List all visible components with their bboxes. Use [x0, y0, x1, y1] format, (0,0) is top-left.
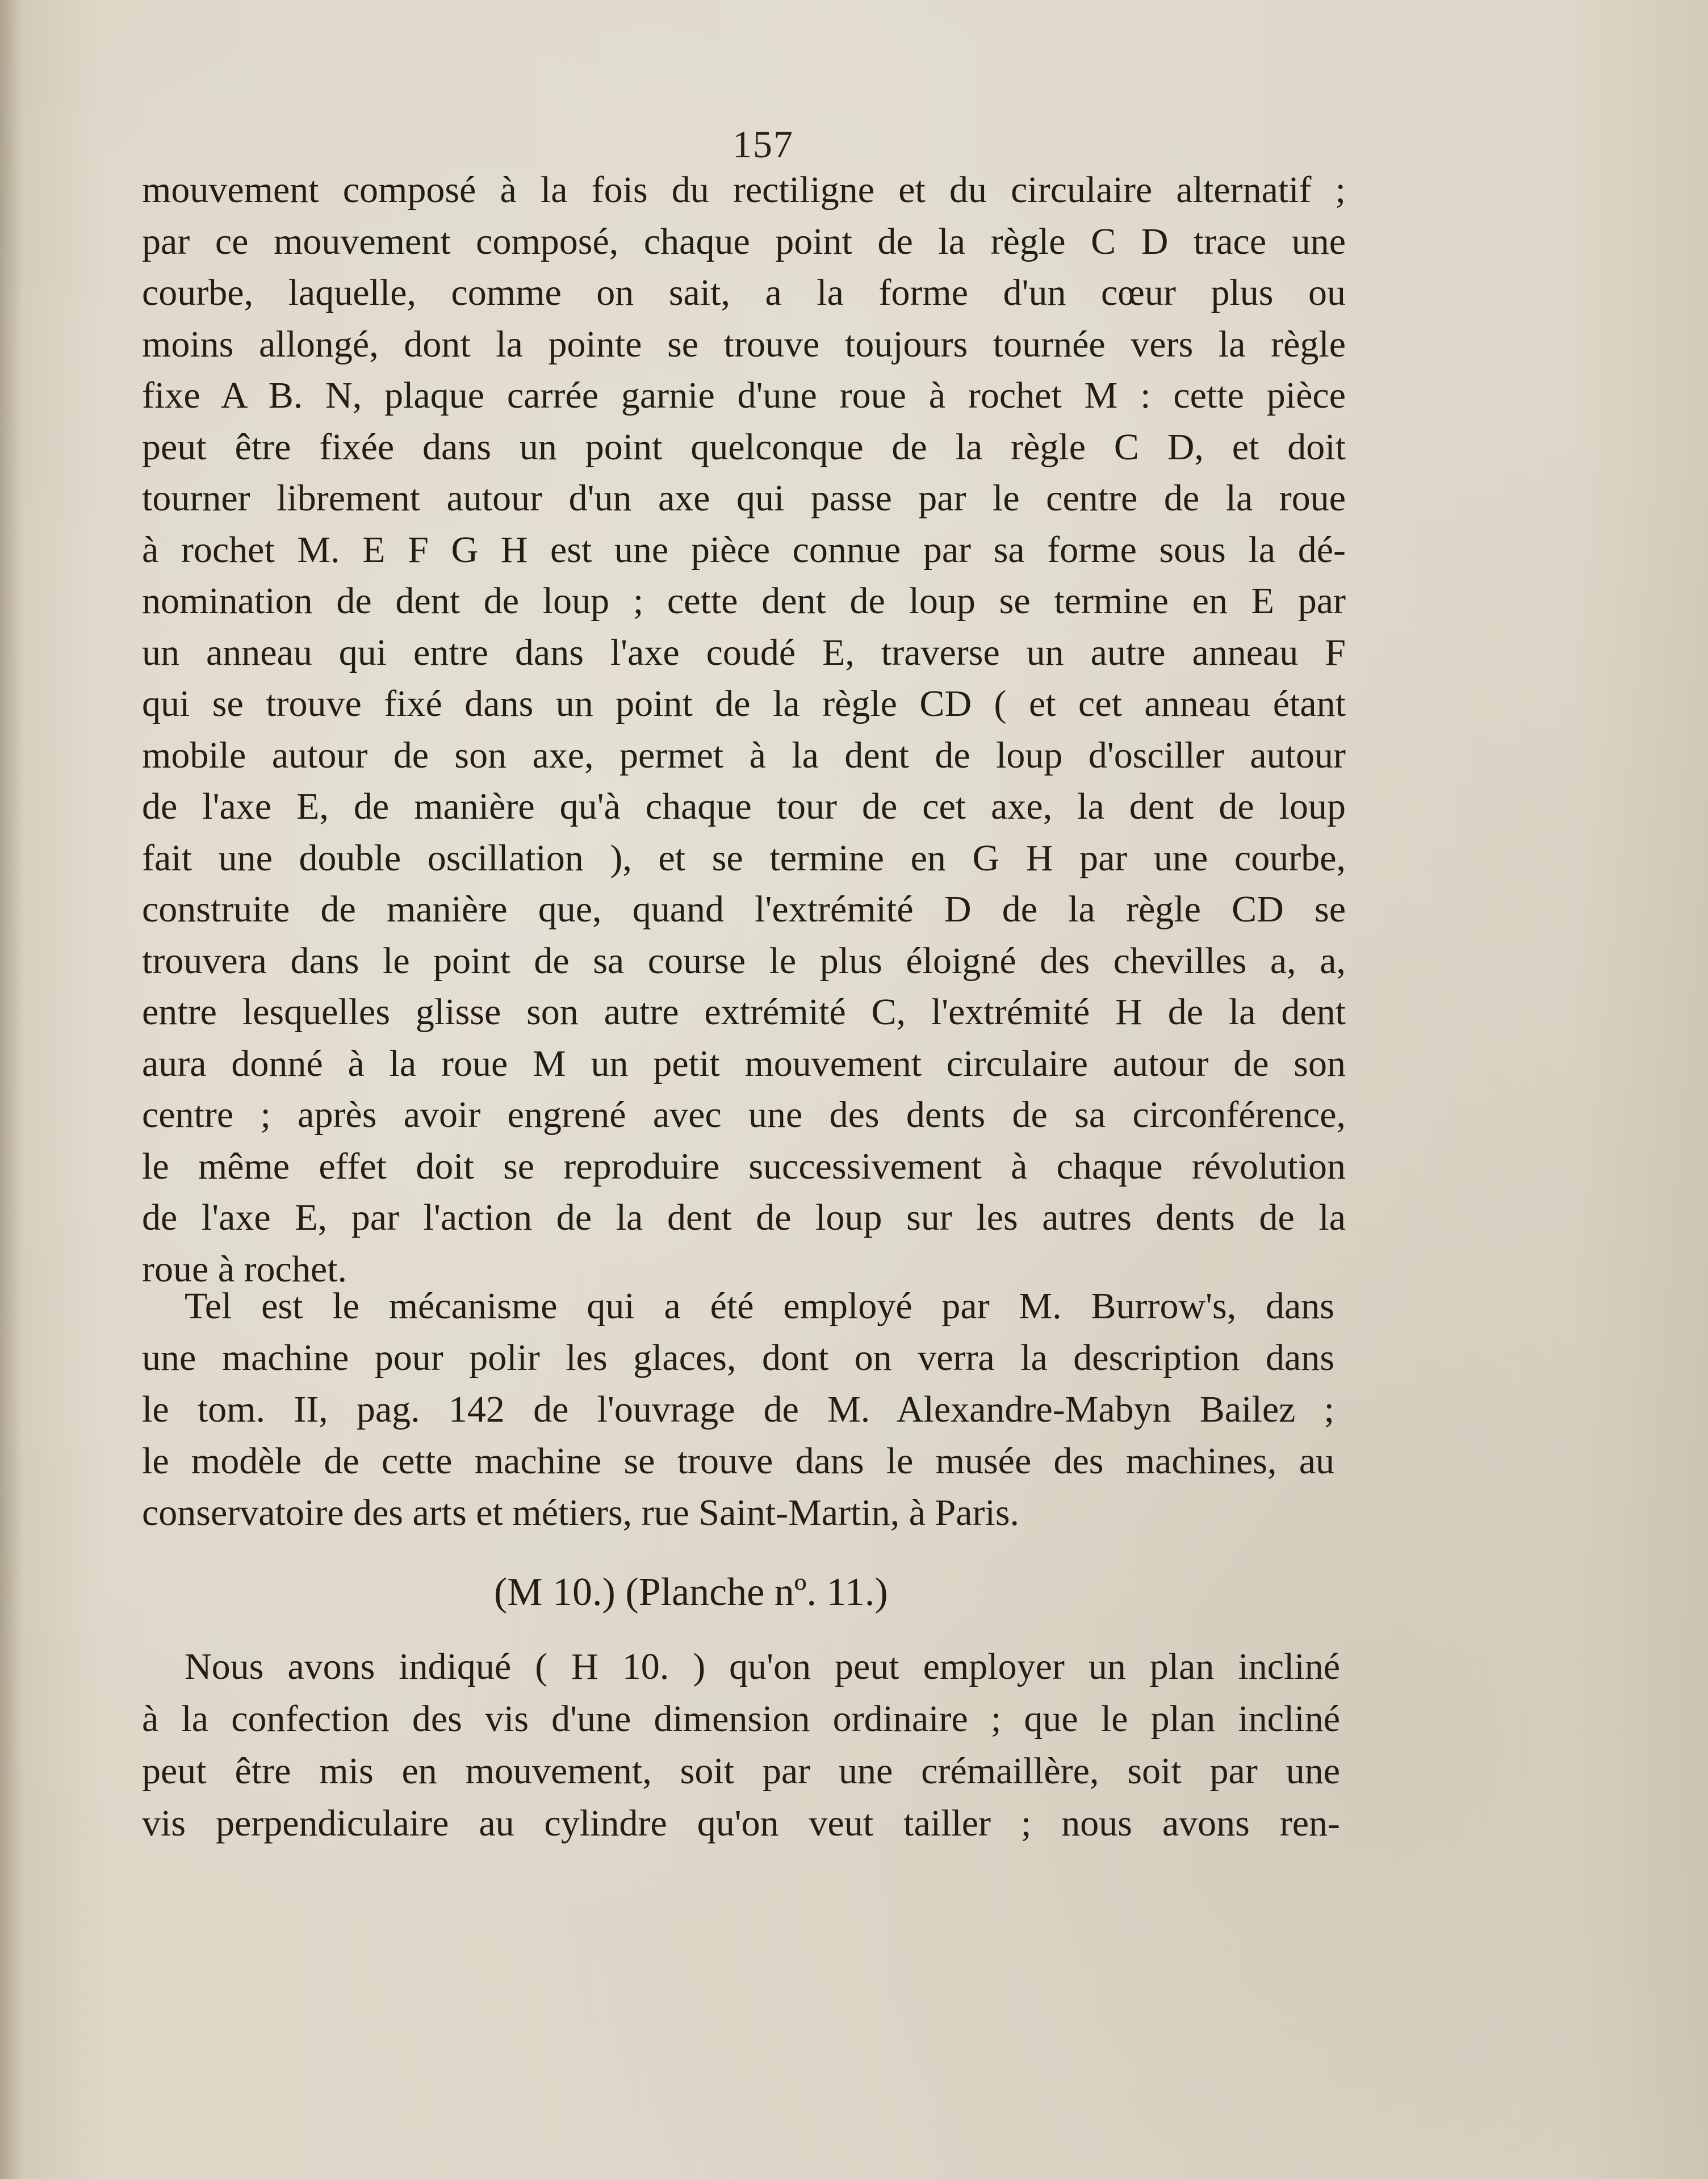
text-line: le tom. II, pag. 142 de l'ouvrage de M. Alexandre-Mabyn Bailez ; — [142, 1389, 1334, 1430]
text-line: courbe, laquelle, comme on sait, a la forme d'un cœur plus ou — [142, 272, 1346, 313]
text-line: vis perpendiculaire au cylindre qu'on veut tailler ; nous avons ren- — [142, 1803, 1340, 1844]
paragraph-2 — [142, 1280, 1334, 1539]
text-line: Nous avons indiqué ( H 10. ) qu'on peut employer un plan incliné — [185, 1646, 1340, 1687]
section-heading: (M 10.) (Planche nº. 11.) — [494, 1570, 888, 1614]
text-line: Tel est le mécanisme qui a été employé par M. Burrow's, dans — [185, 1285, 1334, 1327]
text-line: roue à rochet. — [142, 1248, 347, 1290]
text-line: fait une double oscillation ), et se termine en G H par une courbe, — [142, 837, 1346, 879]
text-line: à la confection des vis d'une dimension ordinaire ; que le plan incliné — [142, 1698, 1340, 1740]
text-line: à rochet M. E F G H est une pièce connue par sa forme sous la dé- — [142, 529, 1346, 571]
text-line: peut être mis en mouvement, soit par une crémaillère, soit par une — [142, 1750, 1340, 1792]
binding-shadow — [0, 0, 23, 2179]
text-line: nomination de dent de loup ; cette dent de loup se termine en E par — [142, 580, 1346, 622]
text-line: de l'axe E, de manière qu'à chaque tour de cet axe, la dent de loup — [142, 786, 1346, 827]
text-line: le modèle de cette machine se trouve dans le musée des machines, au — [142, 1440, 1334, 1482]
text-line: trouvera dans le point de sa course le plus éloigné des chevilles a, a, — [142, 940, 1346, 982]
paragraph-1 — [142, 165, 1346, 1295]
text-line: construite de manière que, quand l'extrémité D de la règle CD se — [142, 889, 1346, 930]
text-line: le même effet doit se reproduire successivement à chaque révolution — [142, 1145, 1346, 1187]
text-line: mobile autour de son axe, permet à la dent de loup d'osciller autour — [142, 734, 1346, 776]
text-line: moins allongé, dont la pointe se trouve toujours tournée vers la règle — [142, 323, 1346, 365]
text-line: qui se trouve fixé dans un point de la règle CD ( et cet anneau étant — [142, 683, 1346, 724]
text-line: de l'axe E, par l'action de la dent de loup sur les autres dents de la — [142, 1197, 1346, 1238]
page-number: 157 — [732, 123, 794, 166]
text-line: peut être fixée dans un point quelconque de la règle C D, et doit — [142, 426, 1346, 468]
text-line: une machine pour polir les glaces, dont on verra la description dans — [142, 1337, 1334, 1378]
paragraph-3 — [142, 1641, 1340, 1850]
text-line: centre ; après avoir engrené avec une des dents de sa circonférence, — [142, 1094, 1346, 1135]
text-line: un anneau qui entre dans l'axe coudé E, traverse un autre anneau F — [142, 631, 1346, 673]
text-line: mouvement composé à la fois du rectiligne et du circulaire alternatif ; — [142, 169, 1346, 211]
text-line: conservatoire des arts et métiers, rue Saint-Martin, à Paris. — [142, 1492, 1020, 1533]
text-line: entre lesquelles glisse son autre extrémité C, l'extrémité H de la dent — [142, 991, 1346, 1033]
text-line: tourner librement autour d'un axe qui passe par le centre de la roue — [142, 477, 1346, 519]
text-line: par ce mouvement composé, chaque point de la règle C D trace une — [142, 220, 1346, 262]
text-line: aura donné à la roue M un petit mouvement circulaire autour de son — [142, 1042, 1346, 1084]
text-line: fixe A B. N, plaque carrée garnie d'une roue à rochet M : cette pièce — [142, 375, 1346, 416]
